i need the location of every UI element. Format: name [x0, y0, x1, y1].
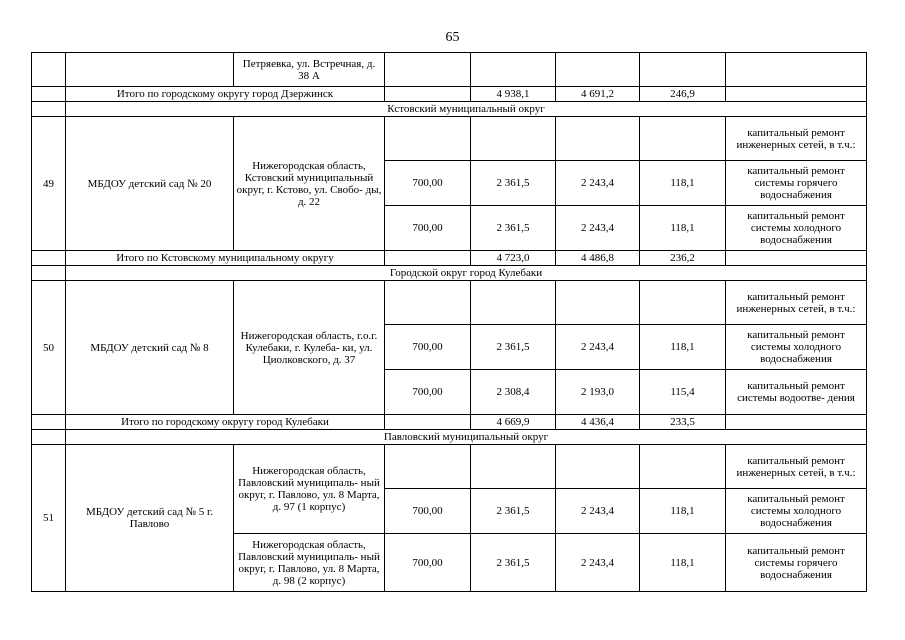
cell-name: МБДОУ детский сад № 8 — [66, 281, 234, 415]
total-row — [32, 87, 867, 102]
total-label: Итого по городскому округу город Дзержинск — [66, 87, 385, 102]
cell-v1 — [471, 53, 556, 87]
cell-v2: 2 243,4 — [556, 325, 640, 370]
cell-area — [385, 445, 471, 489]
cell-v2 — [556, 445, 640, 489]
cell-name: МБДОУ детский сад № 5 г. Павлово — [66, 445, 234, 592]
cell-area: 700,00 — [385, 325, 471, 370]
cell-work: капитальный ремонт системы водоотве- дения — [726, 370, 867, 415]
cell-no — [32, 266, 66, 281]
table-row — [32, 117, 867, 161]
section-label: Городской округ город Кулебаки — [66, 266, 867, 281]
total-v1: 4 669,9 — [471, 415, 556, 430]
cell-work: капитальный ремонт инженерных сетей, в т.ч.: — [726, 445, 867, 489]
cell-no — [32, 102, 66, 117]
cell-v1: 2 361,5 — [471, 534, 556, 592]
table-row — [32, 445, 867, 489]
total-v1: 4 938,1 — [471, 87, 556, 102]
cell-no — [32, 430, 66, 445]
section-row — [32, 266, 867, 281]
cell-address: Нижегородская область, Павловский муниципаль- ный округ, г. Павлово, ул. 8 Марта, д. 98 (2 корпус) — [234, 534, 385, 592]
cell-v1: 2 361,5 — [471, 489, 556, 534]
cell-v1 — [471, 281, 556, 325]
cell-area — [385, 53, 471, 87]
cell-work: капитальный ремонт системы холодного водоснабжения — [726, 489, 867, 534]
cell-v3: 118,1 — [640, 489, 726, 534]
cell-v3: 118,1 — [640, 161, 726, 206]
cell-area — [385, 281, 471, 325]
total-v3: 236,2 — [640, 251, 726, 266]
cell-v2 — [556, 53, 640, 87]
cell-work: капитальный ремонт системы горячего водоснабжения — [726, 534, 867, 592]
cell-v3 — [640, 445, 726, 489]
total-label: Итого по Кстовскому муниципальному округу — [66, 251, 385, 266]
cell-address: Петряевка, ул. Встречная, д. 38 А — [234, 53, 385, 87]
section-row — [32, 102, 867, 117]
section-label: Павловский муниципальный округ — [66, 430, 867, 445]
cell-area: 700,00 — [385, 370, 471, 415]
cell-no: 51 — [32, 445, 66, 592]
cell-work — [726, 415, 867, 430]
table-row — [32, 53, 867, 87]
cell-address: Нижегородская область, Кстовский муниципальный округ, г. Кстово, ул. Свобо- ды, д. 22 — [234, 117, 385, 251]
cell-work — [726, 87, 867, 102]
cell-no — [32, 87, 66, 102]
cell-work — [726, 53, 867, 87]
cell-v2 — [556, 281, 640, 325]
cell-no — [32, 251, 66, 266]
cell-area — [385, 87, 471, 102]
total-v2: 4 486,8 — [556, 251, 640, 266]
cell-v2: 2 243,4 — [556, 534, 640, 592]
cell-v1: 2 361,5 — [471, 206, 556, 251]
cell-work: капитальный ремонт системы горячего водоснабжения — [726, 161, 867, 206]
cell-v3 — [640, 53, 726, 87]
total-v1: 4 723,0 — [471, 251, 556, 266]
cell-address: Нижегородская область, Павловский муниципаль- ный округ, г. Павлово, ул. 8 Марта, д. 97 (1 корпус) — [234, 445, 385, 534]
cell-work: капитальный ремонт системы холодного водоснабжения — [726, 206, 867, 251]
page-number: 65 — [445, 30, 460, 45]
total-v2: 4 436,4 — [556, 415, 640, 430]
data-table — [31, 52, 867, 592]
cell-v3 — [640, 281, 726, 325]
cell-work: капитальный ремонт системы холодного водоснабжения — [726, 325, 867, 370]
cell-v2: 2 243,4 — [556, 161, 640, 206]
cell-name — [66, 53, 234, 87]
cell-v1 — [471, 445, 556, 489]
cell-v3: 115,4 — [640, 370, 726, 415]
cell-v3: 118,1 — [640, 206, 726, 251]
cell-area — [385, 251, 471, 266]
cell-no: 49 — [32, 117, 66, 251]
cell-work: капитальный ремонт инженерных сетей, в т.ч.: — [726, 117, 867, 161]
cell-v1: 2 361,5 — [471, 325, 556, 370]
cell-name: МБДОУ детский сад № 20 — [66, 117, 234, 251]
table-row — [32, 281, 867, 325]
cell-v1: 2 361,5 — [471, 161, 556, 206]
cell-area — [385, 117, 471, 161]
cell-area: 700,00 — [385, 534, 471, 592]
cell-v2: 2 193,0 — [556, 370, 640, 415]
cell-v1 — [471, 117, 556, 161]
total-v3: 246,9 — [640, 87, 726, 102]
cell-v3: 118,1 — [640, 325, 726, 370]
cell-area: 700,00 — [385, 161, 471, 206]
section-row — [32, 430, 867, 445]
total-v3: 233,5 — [640, 415, 726, 430]
cell-address: Нижегородская область, г.о.г. Кулебаки, г. Кулеба- ки, ул. Циолковского, д. 37 — [234, 281, 385, 415]
cell-area: 700,00 — [385, 489, 471, 534]
cell-v2 — [556, 117, 640, 161]
total-label: Итого по городскому округу город Кулебаки — [66, 415, 385, 430]
cell-v3 — [640, 117, 726, 161]
cell-v1: 2 308,4 — [471, 370, 556, 415]
cell-no: 50 — [32, 281, 66, 415]
cell-no — [32, 415, 66, 430]
cell-no — [32, 53, 66, 87]
total-v2: 4 691,2 — [556, 87, 640, 102]
cell-work — [726, 251, 867, 266]
section-label: Кстовский муниципальный округ — [66, 102, 867, 117]
cell-work: капитальный ремонт инженерных сетей, в т.ч.: — [726, 281, 867, 325]
cell-v3: 118,1 — [640, 534, 726, 592]
cell-area: 700,00 — [385, 206, 471, 251]
cell-v2: 2 243,4 — [556, 489, 640, 534]
cell-v2: 2 243,4 — [556, 206, 640, 251]
total-row — [32, 251, 867, 266]
total-row — [32, 415, 867, 430]
cell-area — [385, 415, 471, 430]
